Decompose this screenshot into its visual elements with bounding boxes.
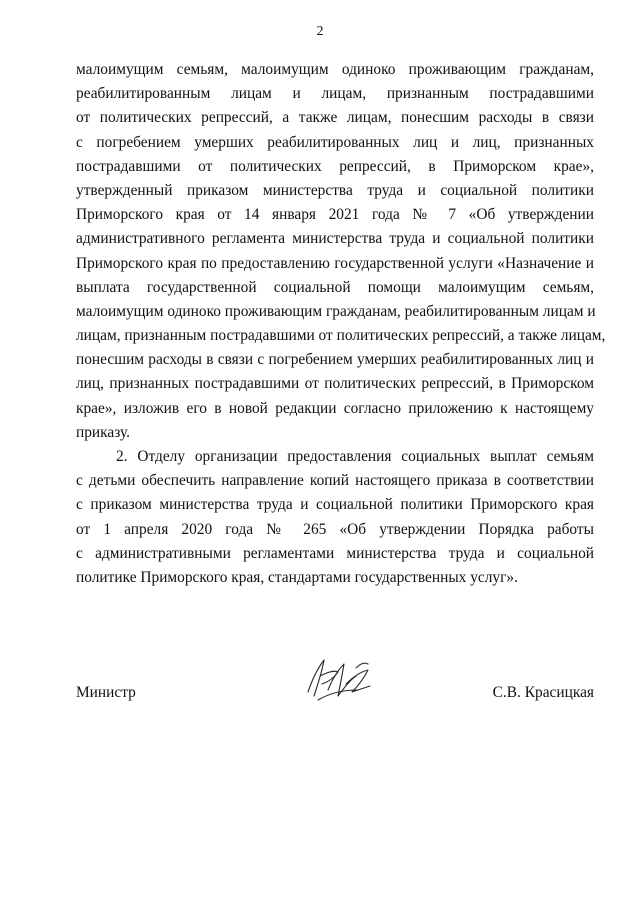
text-line: приказу.: [76, 423, 131, 441]
text-line: политике Приморского края, стандартами государственных услуг».: [76, 568, 518, 586]
text-line: от политических репрессий, а также лицам, понесшим расходы в связи: [76, 109, 594, 127]
text-line: малоимущим одиноко проживающим гражданам, реабилитированным лицам и: [76, 302, 596, 320]
document-body: [76, 58, 606, 590]
text-line: крае», изложив его в новой редакции согласно приложению к настоящему: [76, 399, 594, 417]
signer-name: С.В. Красицкая: [492, 684, 594, 701]
text-line: лицам, признанным пострадавшими от политических репрессий, а также лицам,: [76, 327, 606, 345]
paragraph: [76, 58, 606, 445]
paragraph: [76, 445, 594, 590]
text-line: административного регламента министерства труда и социальной политики: [76, 230, 594, 248]
signature-block: [76, 650, 594, 720]
text-line: пострадавшими от политических репрессий, в Приморском крае»,: [76, 157, 594, 175]
text-line: Приморского края по предоставлению государственной услуги «Назначение и: [76, 254, 594, 272]
text-line: понесшим расходы в связи с погребением умерших реабилитированных лиц и: [76, 351, 594, 369]
page-number: 2: [316, 24, 324, 39]
handwritten-signature-icon: [298, 650, 378, 710]
text-line: 2. Отделу организации предоставления социальных выплат семьям: [116, 448, 594, 465]
text-line: лиц, признанных пострадавшими от политических репрессий, в Приморском: [76, 375, 594, 393]
text-line: реабилитированным лицам и лицам, признанным пострадавшими: [76, 85, 594, 103]
text-line: с приказом министерства труда и социальной политики Приморского края: [76, 496, 594, 514]
text-line: с административными регламентами министерства труда и социальной: [76, 544, 594, 562]
text-line: утвержденный приказом министерства труда и социальной политики: [76, 181, 594, 199]
text-line: с погребением умерших реабилитированных лиц и лиц, признанных: [76, 133, 594, 151]
text-line: малоимущим семьям, малоимущим одиноко проживающим гражданам,: [76, 61, 594, 78]
text-line: Приморского края от 14 января 2021 года № 7 «Об утверждении: [76, 206, 594, 224]
text-line: выплата государственной социальной помощи малоимущим семьям,: [76, 278, 594, 296]
signer-position: Министр: [76, 684, 136, 701]
text-line: с детьми обеспечить направление копий настоящего приказа в соответствии: [76, 472, 594, 490]
text-line: от 1 апреля 2020 года № 265 «Об утверждении Порядка работы: [76, 520, 594, 538]
